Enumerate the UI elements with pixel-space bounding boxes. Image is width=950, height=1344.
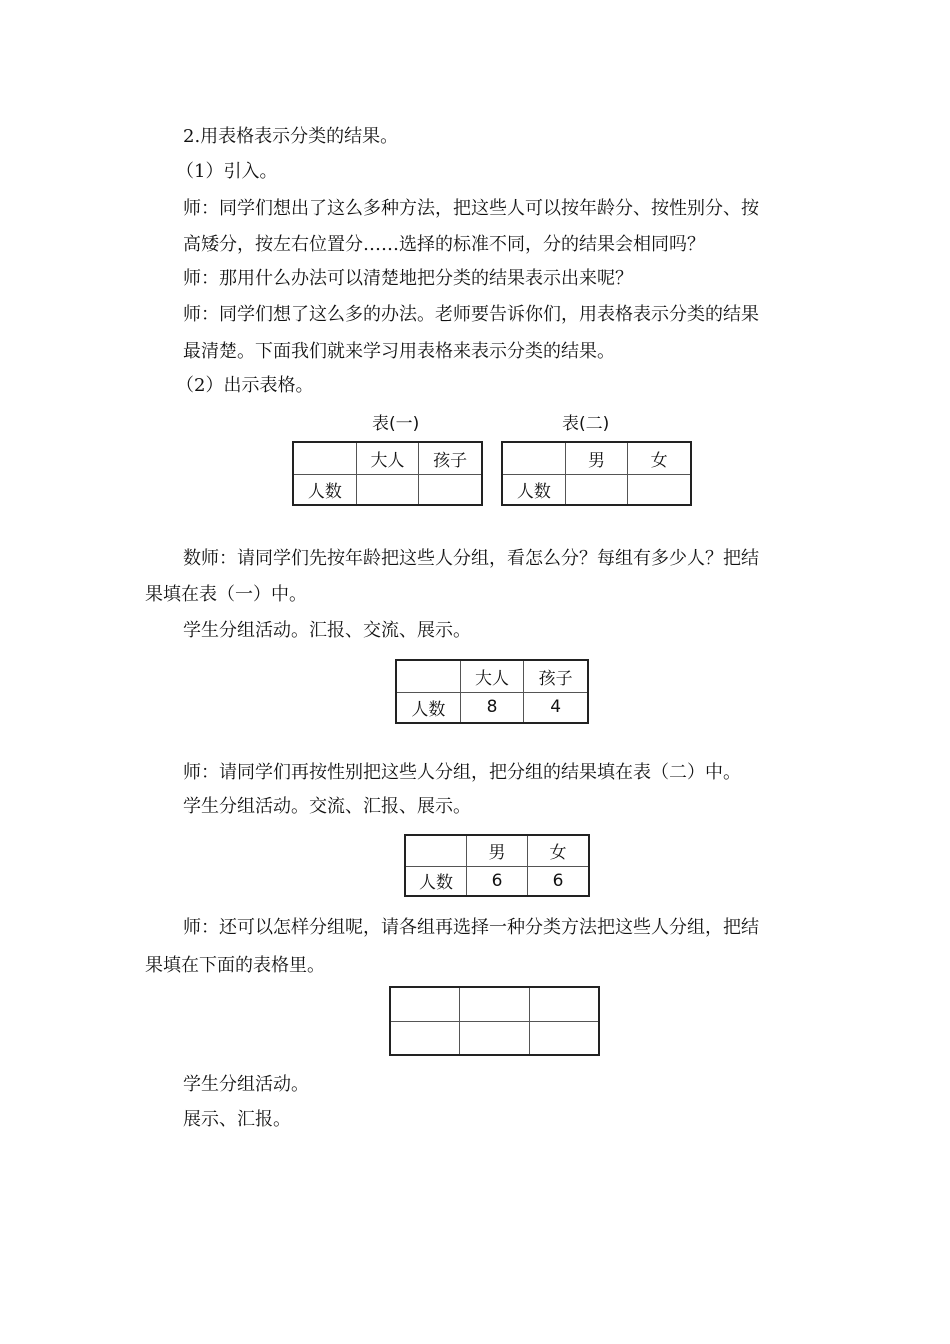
table-corner-cell [405, 835, 467, 866]
paragraph-line: 最清楚。下面我们就来学习用表格来表示分类的结果。 [183, 341, 615, 362]
paragraph-line: 果填在下面的表格里。 [145, 955, 325, 976]
table-empty-cell [390, 987, 460, 1021]
paragraph-line: 果填在表（一）中。 [145, 584, 307, 605]
table-header-cell: 孩子 [419, 442, 482, 474]
table-empty-cell [356, 474, 419, 505]
table-header-cell: 女 [628, 442, 691, 474]
table-value-cell: 4 [524, 692, 588, 723]
paragraph-line: 学生分组活动。交流、汇报、展示。 [183, 796, 471, 817]
table2-blank [501, 441, 692, 506]
table-corner-cell [502, 442, 565, 474]
table-gender-result [404, 834, 590, 897]
table-empty-custom [389, 986, 600, 1056]
paragraph-line: 学生分组活动。汇报、交流、展示。 [183, 620, 471, 641]
table-value-cell: 8 [460, 692, 524, 723]
table-corner-cell [396, 660, 460, 692]
paragraph-line: 师：请同学们再按性别把这些人分组，把分组的结果填在表（二）中。 [183, 762, 741, 783]
table-corner-cell [293, 442, 356, 474]
table-empty-cell [529, 987, 599, 1021]
table-empty-cell [460, 987, 529, 1021]
table1-caption: 表(一) [372, 414, 420, 434]
table-header-cell: 大人 [460, 660, 524, 692]
table-row-label: 人数 [502, 474, 565, 505]
table2-caption: 表(二) [562, 414, 610, 434]
paragraph-line: 师：同学们想了这么多的办法。老师要告诉你们，用表格表示分类的结果 [183, 304, 759, 325]
paragraph-line: 师：还可以怎样分组呢，请各组再选择一种分类方法把这些人分组，把结 [183, 917, 759, 938]
table-age-result [395, 659, 589, 724]
paragraph-line: 高矮分，按左右位置分……选择的标准不同，分的结果会相同吗？ [183, 234, 705, 255]
table-header-cell: 女 [528, 835, 590, 866]
table-row-label: 人数 [396, 692, 460, 723]
paragraph-line: 展示、汇报。 [183, 1109, 291, 1130]
table-empty-cell [529, 1021, 599, 1055]
table-header-cell: 大人 [356, 442, 419, 474]
table-empty-cell [565, 474, 628, 505]
table-row-label: 人数 [293, 474, 356, 505]
table-value-cell: 6 [467, 866, 528, 896]
table-value-cell: 6 [528, 866, 590, 896]
paragraph-line: 学生分组活动。 [183, 1074, 309, 1095]
table-header-cell: 孩子 [524, 660, 588, 692]
table-empty-cell [390, 1021, 460, 1055]
table-empty-cell [628, 474, 691, 505]
table-header-cell: 男 [565, 442, 628, 474]
paragraph-line: 师：那用什么办法可以清楚地把分类的结果表示出来呢？ [183, 268, 633, 289]
table-empty-cell [460, 1021, 529, 1055]
table1-blank [292, 441, 483, 506]
table-empty-cell [419, 474, 482, 505]
paragraph-line: 数师：请同学们先按年龄把这些人分组，看怎么分？每组有多少人？把结 [183, 548, 759, 569]
subsection-intro: （1）引入。 [176, 161, 278, 182]
table-header-cell: 男 [467, 835, 528, 866]
section-heading: 2.用表格表示分类的结果。 [183, 126, 399, 147]
subsection-show-tables: （2）出示表格。 [176, 375, 314, 396]
table-row-label: 人数 [405, 866, 467, 896]
paragraph-line: 师：同学们想出了这么多种方法，把这些人可以按年龄分、按性别分、按 [183, 198, 759, 219]
